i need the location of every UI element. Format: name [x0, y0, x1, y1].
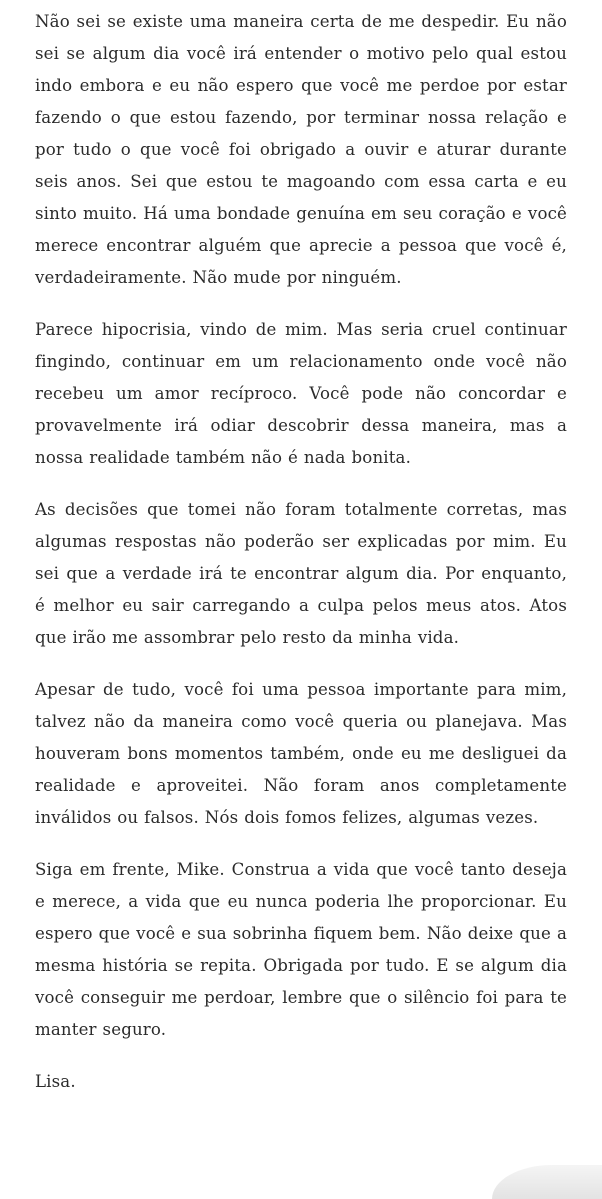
letter-paragraph-3: As decisões que tomei não foram totalmente corretas, mas algumas respostas não poderão ser explicadas por mim. Eu sei que a verdade irá te encontrar algum dia. Por enquanto, é melhor eu sair carregando a culpa pelos meus atos. Atos que irão me assombrar pelo resto da minha vida. — [35, 500, 567, 647]
letter-paragraph-4: Apesar de tudo, você foi uma pessoa importante para mim, talvez não da maneira como você queria ou planejava. Mas houveram bons momentos também, onde eu me desliguei da realidade e aproveitei. Não foram anos completamente inválidos ou falsos. Nós dois fomos felizes, algumas vezes. — [35, 680, 567, 827]
letter-paragraph-5: Siga em frente, Mike. Construa a vida que você tanto deseja e merece, a vida que eu nunca poderia lhe proporcionar. Eu espero que você e sua sobrinha fiquem bem. Não deixe que a mesma história se repita. Obrigada por tudo. E se algum dia você conseguir me perdoar, lembre que o silêncio foi para te manter seguro. — [35, 860, 567, 1039]
letter-signature: Lisa. — [35, 1072, 76, 1091]
letter-body — [35, 6, 567, 1118]
corner-overlay-shape — [492, 1165, 602, 1199]
letter-paragraph-2: Parece hipocrisia, vindo de mim. Mas seria cruel continuar fingindo, continuar em um relacionamento onde você não recebeu um amor recíproco. Você pode não concordar e provavelmente irá odiar descobrir dessa maneira, mas a nossa realidade também não é nada bonita. — [35, 320, 567, 467]
letter-paragraph-1: Não sei se existe uma maneira certa de me despedir. Eu não sei se algum dia você irá entender o motivo pelo qual estou indo embora e eu não espero que você me perdoe por estar fazendo o que estou fazendo, por terminar nossa relação e por tudo o que você foi obrigado a ouvir e aturar durante seis anos. Sei que estou te magoando com essa carta e eu sinto muito. Há uma bondade genuína em seu coração e você merece encontrar alguém que aprecie a pessoa que você é, verdadeiramente. Não mude por ninguém. — [35, 12, 567, 287]
